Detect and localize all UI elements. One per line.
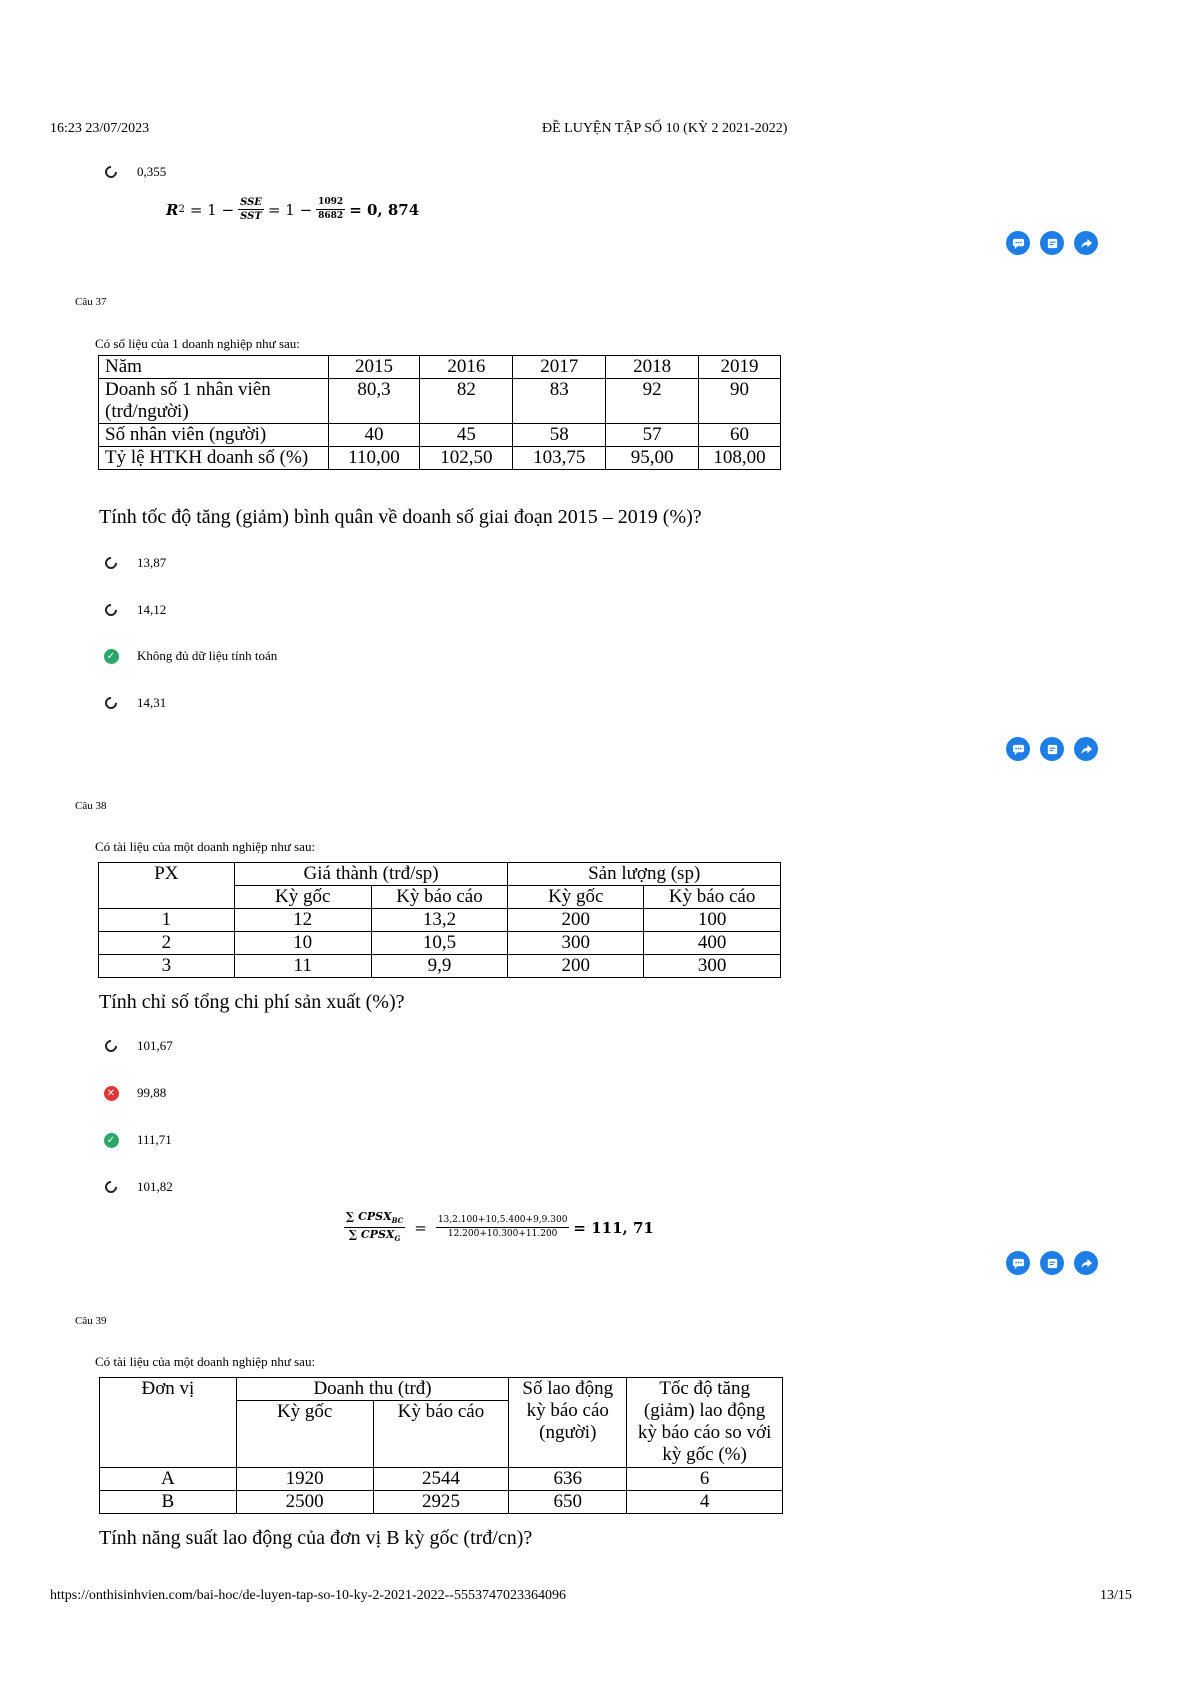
data-table-39 [99, 1377, 783, 1514]
frac-den: 8682 [318, 211, 344, 221]
comment-button[interactable] [1006, 737, 1030, 761]
frac-den: ∑ CPSX [348, 1228, 395, 1242]
formula-sup: 2 [178, 204, 185, 215]
comment-icon [1012, 237, 1025, 250]
share-button[interactable] [1074, 737, 1098, 761]
comment-button[interactable] [1006, 231, 1030, 255]
frac-num: 13,2.100+10,5.400+9,9.300 [436, 1214, 570, 1228]
check-icon: ✓ [103, 1132, 119, 1148]
share-icon [1080, 1257, 1093, 1270]
radio-icon [103, 695, 119, 711]
table-cell: 1 [99, 909, 235, 932]
table-cell: 95,00 [606, 447, 699, 470]
table-cell: 103,75 [513, 447, 606, 470]
option-d[interactable] [103, 693, 166, 713]
question-intro: Có tài liệu của một doanh nghiệp như sau: [95, 1354, 316, 1369]
option-text: 101,82 [137, 1179, 173, 1194]
table-cell: 12 [234, 909, 371, 932]
table-row [99, 379, 781, 424]
frac-den: 12.200+10.300+11.200 [447, 1229, 558, 1240]
frac-num-sub: BC [391, 1216, 404, 1226]
cross-icon: ✕ [103, 1085, 119, 1101]
table-cell: 2925 [373, 1491, 509, 1514]
table-cell: 2016 [420, 356, 513, 379]
table-cell: 400 [644, 932, 781, 955]
table-cell: 200 [508, 955, 644, 978]
option-b[interactable] [103, 1083, 166, 1103]
table-cell: Doanh số 1 nhân viên (trđ/người) [99, 379, 329, 424]
table-cell: 82 [420, 379, 513, 424]
table-row [99, 424, 781, 447]
formula-eq: = [414, 1218, 427, 1237]
table-cell: Số nhân viên (người) [99, 424, 329, 447]
table-cell: 83 [513, 379, 606, 424]
option-text: 13,87 [137, 555, 167, 570]
table-cell: 10 [234, 932, 371, 955]
option-text: 14,12 [137, 602, 167, 617]
formula-lhs: R [166, 200, 179, 219]
table-cell: 102,50 [420, 447, 513, 470]
radio-icon [103, 1038, 119, 1054]
table-cell: 6 [627, 1468, 783, 1491]
table-cell: Kỳ báo cáo [373, 1401, 509, 1468]
note-icon [1046, 237, 1059, 250]
explanation-formula [340, 1210, 654, 1245]
table-cell: Số lao động kỳ báo cáo (người) [509, 1378, 627, 1468]
question-text: Tính năng suất lao động của đơn vị B kỳ gốc (trđ/cn)? [99, 1527, 533, 1549]
question-intro: Có tài liệu của một doanh nghiệp như sau: [95, 839, 316, 854]
table-cell: 2015 [328, 356, 420, 379]
option-text: 101,67 [137, 1038, 173, 1053]
table-cell: Đơn vị [100, 1378, 237, 1468]
note-button[interactable] [1040, 737, 1064, 761]
table-row [99, 932, 781, 955]
table-cell: 110,00 [328, 447, 420, 470]
table-cell: 10,5 [371, 932, 508, 955]
share-icon [1080, 237, 1093, 250]
table-cell: 45 [420, 424, 513, 447]
table-row [99, 955, 781, 978]
question-text: Tính chỉ số tổng chi phí sản xuất (%)? [99, 991, 405, 1013]
frac-num: SSE [240, 197, 262, 208]
formula-result: = 111, 71 [573, 1218, 654, 1237]
table-cell: Doanh thu (trđ) [236, 1378, 509, 1401]
note-button[interactable] [1040, 1251, 1064, 1275]
data-table-37 [98, 355, 781, 470]
table-cell: 650 [509, 1491, 627, 1514]
formula-frac-1 [238, 196, 264, 223]
option-c[interactable] [103, 646, 277, 666]
question-label: Câu 39 [75, 1315, 107, 1327]
table-cell: 108,00 [699, 447, 781, 470]
table-cell: 11 [234, 955, 371, 978]
table-cell: 300 [508, 932, 644, 955]
table-row [99, 909, 781, 932]
frac-num: 1092 [316, 196, 345, 210]
radio-icon [103, 555, 119, 571]
table-row [99, 356, 781, 379]
page-title: ĐỀ LUYỆN TẬP SỐ 10 (KỲ 2 2021-2022) [542, 121, 788, 136]
option-a[interactable] [103, 1036, 173, 1056]
question-text: Tính tốc độ tăng (giảm) bình quân về doanh số giai đoạn 2015 – 2019 (%)? [99, 506, 702, 528]
page-number: 13/15 [1100, 1588, 1132, 1603]
question-intro: Có số liệu của 1 doanh nghiệp như sau: [95, 336, 300, 351]
table-cell: 4 [627, 1491, 783, 1514]
share-button[interactable] [1074, 1251, 1098, 1275]
print-datetime: 16:23 23/07/2023 [50, 121, 150, 136]
table-cell: 1920 [236, 1468, 373, 1491]
formula-one: = 1 − [189, 200, 235, 219]
table-cell: Giá thành (trđ/sp) [234, 863, 508, 886]
comment-icon [1012, 1257, 1025, 1270]
table-cell: B [100, 1491, 237, 1514]
option-c[interactable] [103, 1130, 172, 1150]
table-cell: Tốc độ tăng (giảm) lao động kỳ báo cáo so với kỳ gốc (%) [627, 1378, 783, 1468]
data-table-38 [98, 862, 781, 978]
formula-frac-2 [316, 196, 345, 223]
table-cell: Kỳ gốc [508, 886, 644, 909]
table-cell: 200 [508, 909, 644, 932]
table-cell: Năm [99, 356, 329, 379]
check-icon: ✓ [103, 648, 119, 664]
action-bar [1006, 1251, 1098, 1275]
note-button[interactable] [1040, 231, 1064, 255]
option-text: 0,355 [137, 164, 167, 179]
table-cell: Kỳ gốc [234, 886, 371, 909]
option-text: Không đủ dữ liệu tính toán [137, 648, 278, 663]
table-row [100, 1468, 783, 1491]
option-b[interactable] [103, 600, 166, 620]
option-text: 111,71 [137, 1132, 172, 1147]
table-cell: 300 [644, 955, 781, 978]
comment-icon [1012, 743, 1025, 756]
table-cell: 636 [509, 1468, 627, 1491]
table-cell: 2019 [699, 356, 781, 379]
action-bar [1006, 737, 1098, 761]
page-url[interactable]: https://onthisinhvien.com/bai-hoc/de-luyen-tap-so-10-ky-2-2021-2022--5553747023364096 [50, 1588, 566, 1603]
table-cell: Tỷ lệ HTKH doanh số (%) [99, 447, 329, 470]
table-cell: 2 [99, 932, 235, 955]
table-cell: Sản lượng (sp) [508, 863, 781, 886]
table-cell: 2017 [513, 356, 606, 379]
table-cell: 58 [513, 424, 606, 447]
radio-icon [103, 164, 119, 180]
share-button[interactable] [1074, 231, 1098, 255]
formula-frac-1 [344, 1210, 405, 1245]
comment-button[interactable] [1006, 1251, 1030, 1275]
action-bar [1006, 231, 1098, 255]
table-cell: 90 [699, 379, 781, 424]
table-cell: Kỳ báo cáo [371, 886, 508, 909]
frac-den-sub: G [394, 1234, 401, 1244]
note-icon [1046, 743, 1059, 756]
note-icon [1046, 1257, 1059, 1270]
question-label: Câu 37 [75, 296, 107, 308]
table-cell: 9,9 [371, 955, 508, 978]
frac-den: SST [240, 211, 262, 222]
table-cell: A [100, 1468, 237, 1491]
option-text: 14,31 [137, 695, 167, 710]
radio-icon [103, 1179, 119, 1195]
option-prev[interactable] [103, 162, 166, 182]
option-d[interactable] [103, 1177, 173, 1197]
formula-result: = 0, 874 [349, 200, 420, 219]
table-cell: Kỳ báo cáo [644, 886, 781, 909]
table-cell: 40 [328, 424, 420, 447]
table-row [99, 863, 781, 886]
table-cell: 92 [606, 379, 699, 424]
table-cell: Kỳ gốc [236, 1401, 373, 1468]
table-row [100, 1491, 783, 1514]
question-label: Câu 38 [75, 800, 107, 812]
explanation-formula [166, 196, 419, 223]
share-icon [1080, 743, 1093, 756]
table-cell: 100 [644, 909, 781, 932]
table-row [99, 447, 781, 470]
radio-icon [103, 602, 119, 618]
option-a[interactable] [103, 553, 166, 573]
table-cell: 13,2 [371, 909, 508, 932]
formula-mid: = 1 − [267, 200, 313, 219]
table-cell: 60 [699, 424, 781, 447]
table-cell: 3 [99, 955, 235, 978]
table-cell: 2544 [373, 1468, 509, 1491]
table-row [100, 1378, 783, 1401]
table-cell: 2018 [606, 356, 699, 379]
option-text: 99,88 [137, 1085, 167, 1100]
table-cell: 80,3 [328, 379, 420, 424]
formula-frac-2 [436, 1214, 570, 1241]
table-cell: PX [99, 863, 235, 909]
frac-num: ∑ CPSX [346, 1210, 392, 1223]
table-cell: 57 [606, 424, 699, 447]
table-cell: 2500 [236, 1491, 373, 1514]
